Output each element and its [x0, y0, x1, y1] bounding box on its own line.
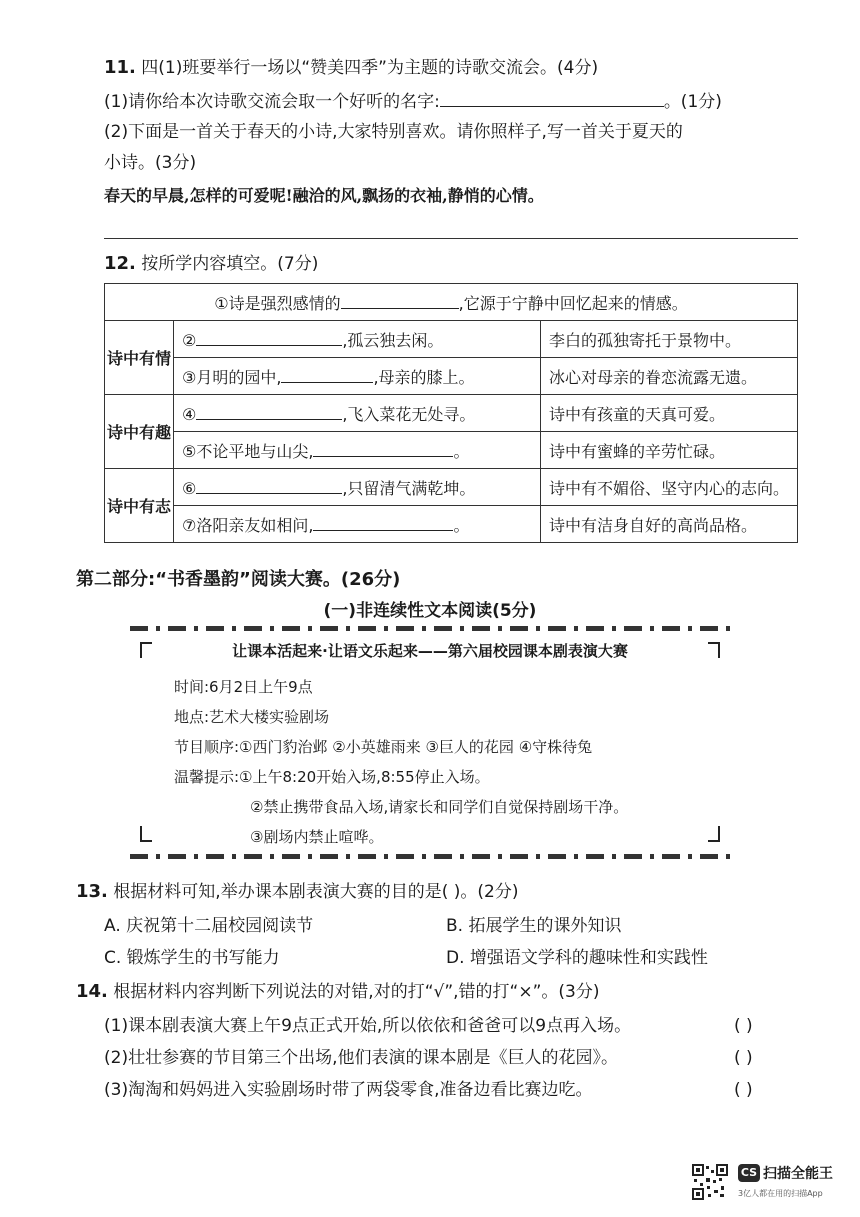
brand-slogan: 3亿人都在用的扫描App: [738, 1189, 823, 1198]
q12-cell-7: [174, 506, 541, 543]
q12-note-5: 诗中有蜜蜂的辛劳忙碌。: [540, 432, 797, 469]
q12-blank-1[interactable]: [341, 290, 459, 309]
q12-cell-7-post: 。: [453, 516, 470, 535]
q14-stem: [76, 980, 600, 1004]
q14-answer-3[interactable]: ( ): [734, 1080, 753, 1100]
notice-time: 时间:6月2日上午9点: [174, 678, 313, 696]
q12-cell-7-pre: ⑦洛阳亲友如相问,: [182, 516, 314, 535]
q13-option-b[interactable]: B. 拓展学生的课外知识: [446, 916, 622, 936]
notice-top-border: [130, 626, 730, 631]
q12-cell-4-post: ,飞入菜花无处寻。: [342, 405, 476, 424]
q12-number: 12.: [104, 253, 136, 274]
q13-stem-text: 根据材料可知,举办课本剧表演大赛的目的是( )。(2分): [113, 882, 519, 902]
notice-program: 节目顺序:①西门豹治邺 ②小英雄雨来 ③巨人的花园 ④守株待兔: [174, 738, 593, 756]
q14-answer-1[interactable]: ( ): [734, 1016, 753, 1036]
table-row: [105, 321, 798, 358]
q14-statement-3: (3)淘淘和妈妈进入实验剧场时带了两袋零食,准备边看比赛边吃。: [104, 1080, 593, 1100]
q12-cell-3-post: ,母亲的膝上。: [373, 368, 475, 387]
q12-category-3: 诗中有志: [105, 469, 174, 543]
q11-answer-line[interactable]: [104, 238, 798, 239]
q12-cell-5-pre: ⑤不论平地与山尖,: [182, 442, 314, 461]
q12-row1: [105, 284, 798, 321]
table-row: [105, 395, 798, 432]
qr-code-icon: [692, 1164, 728, 1200]
q12-cell-5-post: 。: [453, 442, 470, 461]
q12-note-7: 诗中有洁身自好的高尚品格。: [540, 506, 797, 543]
q12-note-2: 李白的孤独寄托于景物中。: [540, 321, 797, 358]
q12-cell-6-pre: ⑥: [182, 479, 197, 498]
q12-note-6: 诗中有不媚俗、坚守内心的志向。: [540, 469, 797, 506]
q11-name-blank[interactable]: [440, 88, 664, 107]
q12-blank-4[interactable]: [196, 401, 342, 420]
q11-part1: [104, 88, 722, 114]
q13-number: 13.: [76, 881, 108, 902]
q11-number: 11.: [104, 57, 136, 78]
cs-logo-icon: CS: [738, 1164, 760, 1182]
q13-stem: [76, 880, 518, 904]
q12-cell-2: [174, 321, 541, 358]
q12-blank-2[interactable]: [196, 327, 342, 346]
q12-row1-pre: ①诗是强烈感情的: [214, 294, 341, 313]
q14-number: 14.: [76, 981, 108, 1002]
q11-part2-line2: 小诗。(3分): [104, 153, 197, 173]
q12-cell-4: [174, 395, 541, 432]
notice-tip-1: 温馨提示:①上午8:20开始入场,8:55停止入场。: [174, 768, 490, 786]
q11-stem: [104, 56, 598, 80]
q12-blank-3[interactable]: [281, 364, 373, 383]
q12-cell-6: [174, 469, 541, 506]
q11-stem-text: 四(1)班要举行一场以“赞美四季”为主题的诗歌交流会。(4分): [141, 58, 599, 78]
part2-title: 第二部分:“书香墨韵”阅读大赛。(26分): [76, 569, 401, 590]
notice-tip-3: ③剧场内禁止喧哗。: [250, 828, 384, 846]
q13-option-a[interactable]: A. 庆祝第十二届校园阅读节: [104, 916, 314, 936]
q12-note-3: 冰心对母亲的眷恋流露无遗。: [540, 358, 797, 395]
q12-cell-2-pre: ②: [182, 331, 197, 350]
notice-bottom-border: [130, 854, 730, 859]
corner-bracket: [708, 826, 720, 842]
q13-option-d[interactable]: D. 增强语文学科的趣味性和实践性: [446, 948, 708, 968]
q14-stem-text: 根据材料内容判断下列说法的对错,对的打“√”,错的打“×”。(3分): [113, 982, 600, 1002]
event-notice: [130, 626, 730, 862]
q12-blank-5[interactable]: [313, 438, 453, 457]
q12-row1-post: ,它源于宁静中回忆起来的情感。: [458, 294, 688, 313]
q12-cell-6-post: ,只留清气满乾坤。: [342, 479, 476, 498]
q12-stem-text: 按所学内容填空。(7分): [141, 254, 319, 274]
corner-bracket: [140, 826, 152, 842]
table-row: [105, 284, 798, 321]
q11-part1-score: 。(1分): [663, 92, 722, 112]
q11-part2-line1: (2)下面是一首关于春天的小诗,大家特别喜欢。请你照样子,写一首关于夏天的: [104, 122, 683, 142]
brand-name: 扫描全能王: [763, 1165, 833, 1182]
notice-place: 地点:艺术大楼实验剧场: [174, 708, 330, 726]
q12-cell-3-pre: ③月明的园中,: [182, 368, 282, 387]
q12-category-2: 诗中有趣: [105, 395, 174, 469]
table-row: [105, 358, 798, 395]
q12-cell-2-post: ,孤云独去闲。: [342, 331, 444, 350]
notice-tip-2: ②禁止携带食品入场,请家长和同学们自觉保持剧场干净。: [250, 798, 629, 816]
q12-stem: [104, 252, 318, 276]
table-row: [105, 432, 798, 469]
q12-fill-table: [104, 283, 798, 543]
q12-blank-6[interactable]: [196, 475, 342, 494]
q12-cell-3: [174, 358, 541, 395]
q14-answer-2[interactable]: ( ): [734, 1048, 753, 1068]
q12-category-1: 诗中有情: [105, 321, 174, 395]
part2-subtitle: (一)非连续性文本阅读(5分): [323, 601, 537, 621]
q13-option-c[interactable]: C. 锻炼学生的书写能力: [104, 948, 280, 968]
q12-cell-5: [174, 432, 541, 469]
q11-sample-poem: 春天的早晨,怎样的可爱呢!融洽的风,飘扬的衣袖,静悄的心情。: [104, 186, 544, 205]
table-row: [105, 506, 798, 543]
table-row: [105, 469, 798, 506]
q12-cell-4-pre: ④: [182, 405, 197, 424]
q14-statement-1: (1)课本剧表演大赛上午9点正式开始,所以依依和爸爸可以9点再入场。: [104, 1016, 632, 1036]
q12-blank-7[interactable]: [313, 512, 453, 531]
q14-statement-2: (2)壮壮参赛的节目第三个出场,他们表演的课本剧是《巨人的花园》。: [104, 1048, 618, 1068]
scanner-brand: [738, 1162, 833, 1183]
q12-note-4: 诗中有孩童的天真可爱。: [540, 395, 797, 432]
q11-part1-text: (1)请你给本次诗歌交流会取一个好听的名字:: [104, 92, 440, 112]
notice-title: 让课本活起来·让语文乐起来——第六届校园课本剧表演大赛: [232, 642, 628, 660]
